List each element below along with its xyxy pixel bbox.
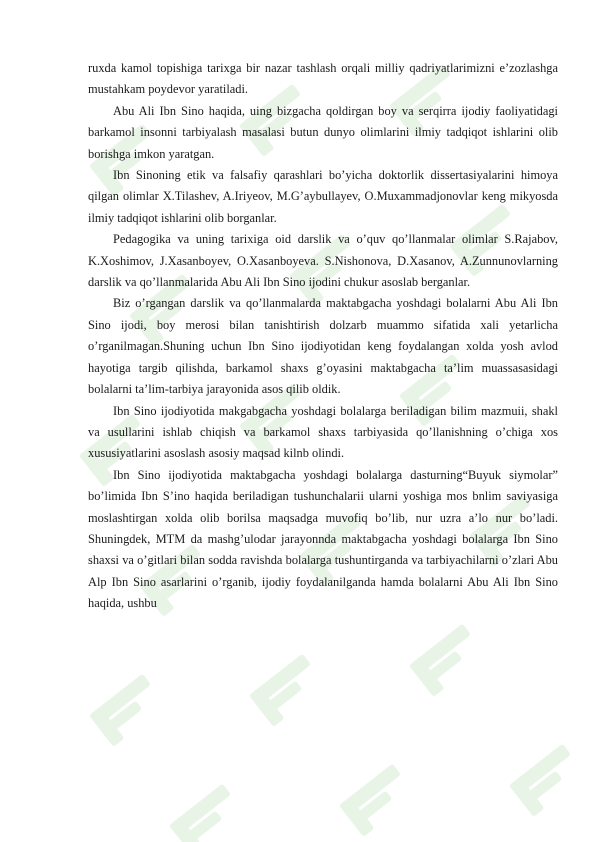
watermark-mark xyxy=(169,784,247,842)
watermark-mark xyxy=(409,624,487,697)
paragraph-6: Ibn Sino ijodiyotida makgabgacha yoshdagi bolalarga beriladigan bilim mazmuii, shakl va usullarini ishlab chiqish va barkamol shaxs tarbiyasida qo’llanishning o’chiga xos xususiyatlarini asoslash asosiy maqsad kilnb olindi. xyxy=(88,403,558,461)
paragraph-2: Abu Ali Ibn Sino haqida, uing bizgacha qoldirgan boy va serqirra ijodiy faoliyatidagi barkamol insonni tarbiyalash masalasi butun dunyo olimlarini ilmiy tadqiqot ishlarini olib borishga imkon yaratgan. xyxy=(88,103,558,161)
paragraph-4: Pedagogika va uning tarixiga oid darslik va o’quv qo’llanmalar olimlar S.Rajabov, K.Xoshimov, J.Xasanboyev, O.Xasanboyeva. S.Nishonova, D.Xasanov, A.Zunnunovlarning darslik va qo’llanmalarida Abu Ali Ibn Sino ijodini chukur asoslab berganlar. xyxy=(88,232,558,290)
watermark-mark xyxy=(339,764,417,837)
watermark-mark xyxy=(249,654,327,727)
paragraph-7: Ibn Sino ijodiyotida maktabgacha yoshdagi bolalarga dasturning“Buyuk siymolar” bo’limida Ibn S’ino haqida beriladigan tushunchalarii ularni yoshiga mos bnlim saviyasiga moslashtirgan xolda olib borilsa maqsadga muvofiq bo’lib, nur uzra a’lo nur bo’ladi. Shuningdek, MTM da mashg’ulodar jarayonnda maktabgacha yoshdagi bolalarga Ibn Sino shaxsi va o’gitlari bilan sodda ravishda bolalarga tushuntirganda va tarbiyachilarni o’zlari Abu Alp Ibn Sino asarlarini o’rganib, ijodiy foydalanilganda hamda bolalarni Abu Ali Ibn Sino haqida, ushbu xyxy=(88,467,558,611)
watermark-mark xyxy=(509,744,587,817)
paragraph-5: Biz o’rgangan darslik va qo’llanmalarda maktabgacha yoshdagi bolalarni Abu Ali Ibn Sino ijodi, boy merosi bilan tanishtirish dolzarb muammo sifatida xali yetarlicha o’rganilmagan.Shuning uchun Ibn Sino ijodiyotidan keng foydalangan xolda yosh avlod hayotiga targib qilishda, barkamol shaxs g’oyasini maktabgacha ta’lim muassasasidagi bolalarni ta’lim-tarbiya jarayonida asos qilib oldik. xyxy=(88,296,558,397)
paragraph-1: ruxda kamol topishiga tarixga bir nazar tashlash orqali milliy qadriyatlarimizni e’zozlashga mustahkam poydevor yaratiladi. xyxy=(88,61,558,97)
watermark-mark xyxy=(89,674,167,747)
document-body xyxy=(88,58,558,615)
paragraph-3: Ibn Sinoning etik va falsafiy qarashlari bo’yicha doktorlik dissertasiyalarini himoya qilgan olimlar X.Tilashev, A.Iriyeov, M.G’aybullayev, O.Muxammadjonovlar keng mikyosda ilmiy tadqiqot ishlarini olib borganlar. xyxy=(88,168,558,225)
